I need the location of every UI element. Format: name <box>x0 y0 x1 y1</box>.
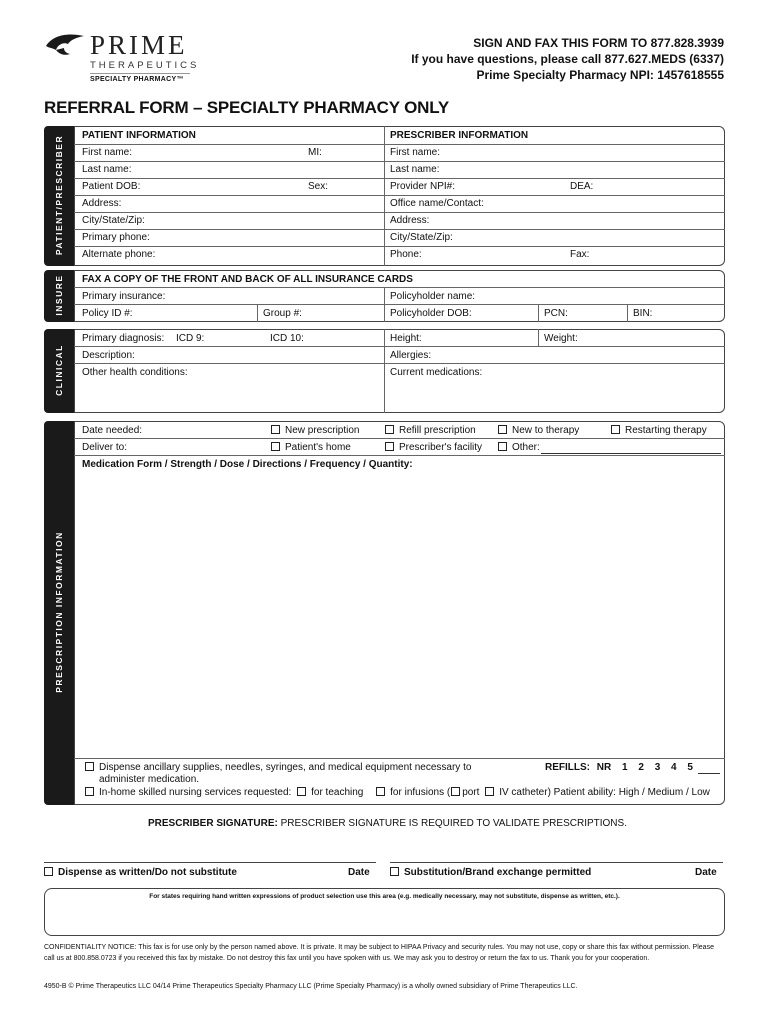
bin-field[interactable]: BIN: <box>633 308 653 319</box>
checkbox[interactable] <box>451 787 460 796</box>
policyholder-name-field[interactable]: Policyholder name: <box>390 291 476 302</box>
patient-first-name-field[interactable]: First name: <box>82 147 133 158</box>
eagle-icon <box>44 32 86 58</box>
confidentiality-notice: CONFIDENTIALITY NOTICE: This fax is for use only by the person named above. It is private. It may be subject to HIPAA Privacy and security rules. You may not use, copy or share this fax without permission. Please call us at 800.858.0723 if you received this fax by mistake. Do not destroy this fax until you have spoken with us. We may ask you to destroy or return the fax to us. Thank you for your cooperation. <box>44 944 714 962</box>
checkbox[interactable] <box>85 762 94 771</box>
logo: PRIME THERAPEUTICS SPECIALTY PHARMACY™ <box>44 30 204 92</box>
tab-prescription-info: PRESCRIPTION INFORMATION <box>44 421 74 805</box>
checkbox[interactable] <box>44 867 53 876</box>
patient-sex-field[interactable]: Sex: <box>308 181 329 192</box>
checkbox[interactable] <box>271 442 280 451</box>
tab-patient-prescriber: PATIENT/PRESCRIBER <box>44 126 74 266</box>
logo-brand: PRIME <box>90 30 188 60</box>
prescriber-phone-field[interactable]: Phone: <box>390 249 422 260</box>
height-field[interactable]: Height: <box>390 333 422 344</box>
signature-date-label-2: Date <box>695 867 717 878</box>
logo-sub2: SPECIALTY PHARMACY <box>90 76 177 83</box>
pcn-field[interactable]: PCN: <box>544 308 568 319</box>
weight-field[interactable]: Weight: <box>544 333 578 344</box>
new-to-therapy-option[interactable]: New to therapy <box>498 425 579 436</box>
fax-header <box>411 35 724 83</box>
refill-option[interactable]: 1 <box>622 762 628 773</box>
current-medications-field[interactable]: Current medications: <box>390 367 483 378</box>
prescriber-fax-field[interactable]: Fax: <box>570 249 590 260</box>
nursing-services-option[interactable]: In-home skilled nursing services requested: for teaching for infusions ( port IV catheter) Patient ability: High / Medium / Low <box>85 787 710 798</box>
refills-selector[interactable]: REFILLS: NR 1 2 3 4 5 <box>545 762 693 773</box>
npi-line: Prime Specialty Pharmacy NPI: 1457618555 <box>476 68 724 82</box>
patient-home-option[interactable]: Patient's home <box>271 442 351 453</box>
checkbox[interactable] <box>611 425 620 434</box>
patient-last-name-field[interactable]: Last name: <box>82 164 132 175</box>
prescriber-npi-field[interactable]: Provider NPI#: <box>390 181 456 192</box>
primary-insurance-field[interactable]: Primary insurance: <box>82 291 166 302</box>
tab-clinical: CLINICAL <box>44 329 74 413</box>
checkbox[interactable] <box>297 787 306 796</box>
prescriber-facility-option[interactable]: Prescriber's facility <box>385 442 482 453</box>
checkbox[interactable] <box>385 442 394 451</box>
refill-option[interactable]: 4 <box>671 762 677 773</box>
dispense-as-written-option[interactable]: Dispense as written/Do not substitute <box>44 867 237 878</box>
states-note: For states requiring hand written expressions of product selection use this area (e.g. medically necessary, may not substitute, dispense as written, etc.). <box>149 893 620 900</box>
policy-id-field[interactable]: Policy ID #: <box>82 308 133 319</box>
checkbox[interactable] <box>498 442 507 451</box>
checkbox[interactable] <box>376 787 385 796</box>
signature-date-label: Date <box>348 867 370 878</box>
patient-dob-field[interactable]: Patient DOB: <box>82 181 141 192</box>
logo-sub: THERAPEUTICS <box>90 60 200 71</box>
medication-heading: Medication Form / Strength / Dose / Directions / Frequency / Quantity: <box>82 459 413 470</box>
refill-option[interactable]: NR <box>596 762 612 773</box>
other-delivery-option[interactable]: Other: <box>498 442 540 453</box>
prescriber-city-field[interactable]: City/State/Zip: <box>390 232 453 243</box>
questions-line: If you have questions, please call 877.627.MEDS (6337) <box>411 52 724 66</box>
refill-option[interactable]: 5 <box>687 762 693 773</box>
primary-diagnosis-field[interactable]: Primary diagnosis: <box>82 333 165 344</box>
page-title: REFERRAL FORM – SPECIALTY PHARMACY ONLY <box>44 98 449 117</box>
patient-primary-phone-field[interactable]: Primary phone: <box>82 232 150 243</box>
prescriber-first-name-field[interactable]: First name: <box>390 147 441 158</box>
allergies-field[interactable]: Allergies: <box>390 350 432 361</box>
other-health-conditions-field[interactable]: Other health conditions: <box>82 367 188 378</box>
ancillary-supplies-option[interactable]: Dispense ancillary supplies, needles, syringes, and medical equipment necessary to <box>85 762 471 773</box>
checkbox[interactable] <box>498 425 507 434</box>
group-field[interactable]: Group #: <box>263 308 302 319</box>
checkbox[interactable] <box>271 425 280 434</box>
patient-mi-field[interactable]: MI: <box>308 147 322 158</box>
ancillary-supplies-continued: administer medication. <box>99 774 200 785</box>
insurance-heading: FAX A COPY OF THE FRONT AND BACK OF ALL INSURANCE CARDS <box>82 274 413 285</box>
checkbox[interactable] <box>485 787 494 796</box>
prescriber-last-name-field[interactable]: Last name: <box>390 164 440 175</box>
refill-option[interactable]: 3 <box>654 762 661 773</box>
date-needed-field[interactable]: Date needed: <box>82 425 143 436</box>
prescriber-dea-field[interactable]: DEA: <box>570 181 594 192</box>
substitution-permitted-option[interactable]: Substitution/Brand exchange permitted <box>390 867 591 878</box>
signature-statement: PRESCRIBER SIGNATURE: PRESCRIBER SIGNATURE IS REQUIRED TO VALIDATE PRESCRIPTIONS. <box>148 818 627 829</box>
patient-alt-phone-field[interactable]: Alternate phone: <box>82 249 156 260</box>
icd9-field[interactable]: ICD 9: <box>176 333 205 344</box>
checkbox[interactable] <box>85 787 94 796</box>
prescriber-office-field[interactable]: Office name/Contact: <box>390 198 484 209</box>
new-prescription-option[interactable]: New prescription <box>271 425 359 436</box>
fax-line: SIGN AND FAX THIS FORM TO 877.828.3939 <box>473 36 724 50</box>
checkbox[interactable] <box>385 425 394 434</box>
description-field[interactable]: Description: <box>82 350 135 361</box>
patient-address-field[interactable]: Address: <box>82 198 122 209</box>
deliver-to-field: Deliver to: <box>82 442 128 453</box>
icd10-field[interactable]: ICD 10: <box>270 333 304 344</box>
patient-city-field[interactable]: City/State/Zip: <box>82 215 145 226</box>
policyholder-dob-field[interactable]: Policyholder DOB: <box>390 308 472 319</box>
refill-prescription-option[interactable]: Refill prescription <box>385 425 476 436</box>
restarting-therapy-option[interactable]: Restarting therapy <box>611 425 707 436</box>
tab-insure: INSURE <box>44 270 74 322</box>
prescriber-info-heading: PRESCRIBER INFORMATION <box>390 130 529 141</box>
footer-text: 4950-B © Prime Therapeutics LLC 04/14 Prime Therapeutics Specialty Pharmacy LLC (Prime Specialty Pharmacy) is a wholly owned subsidiary of Prime Therapeutics LLC. <box>44 983 578 990</box>
patient-info-heading: PATIENT INFORMATION <box>82 130 196 141</box>
refill-option[interactable]: 2 <box>638 762 644 773</box>
medication-entry-area[interactable] <box>80 474 720 754</box>
checkbox[interactable] <box>390 867 399 876</box>
prescriber-address-field[interactable]: Address: <box>390 215 430 226</box>
